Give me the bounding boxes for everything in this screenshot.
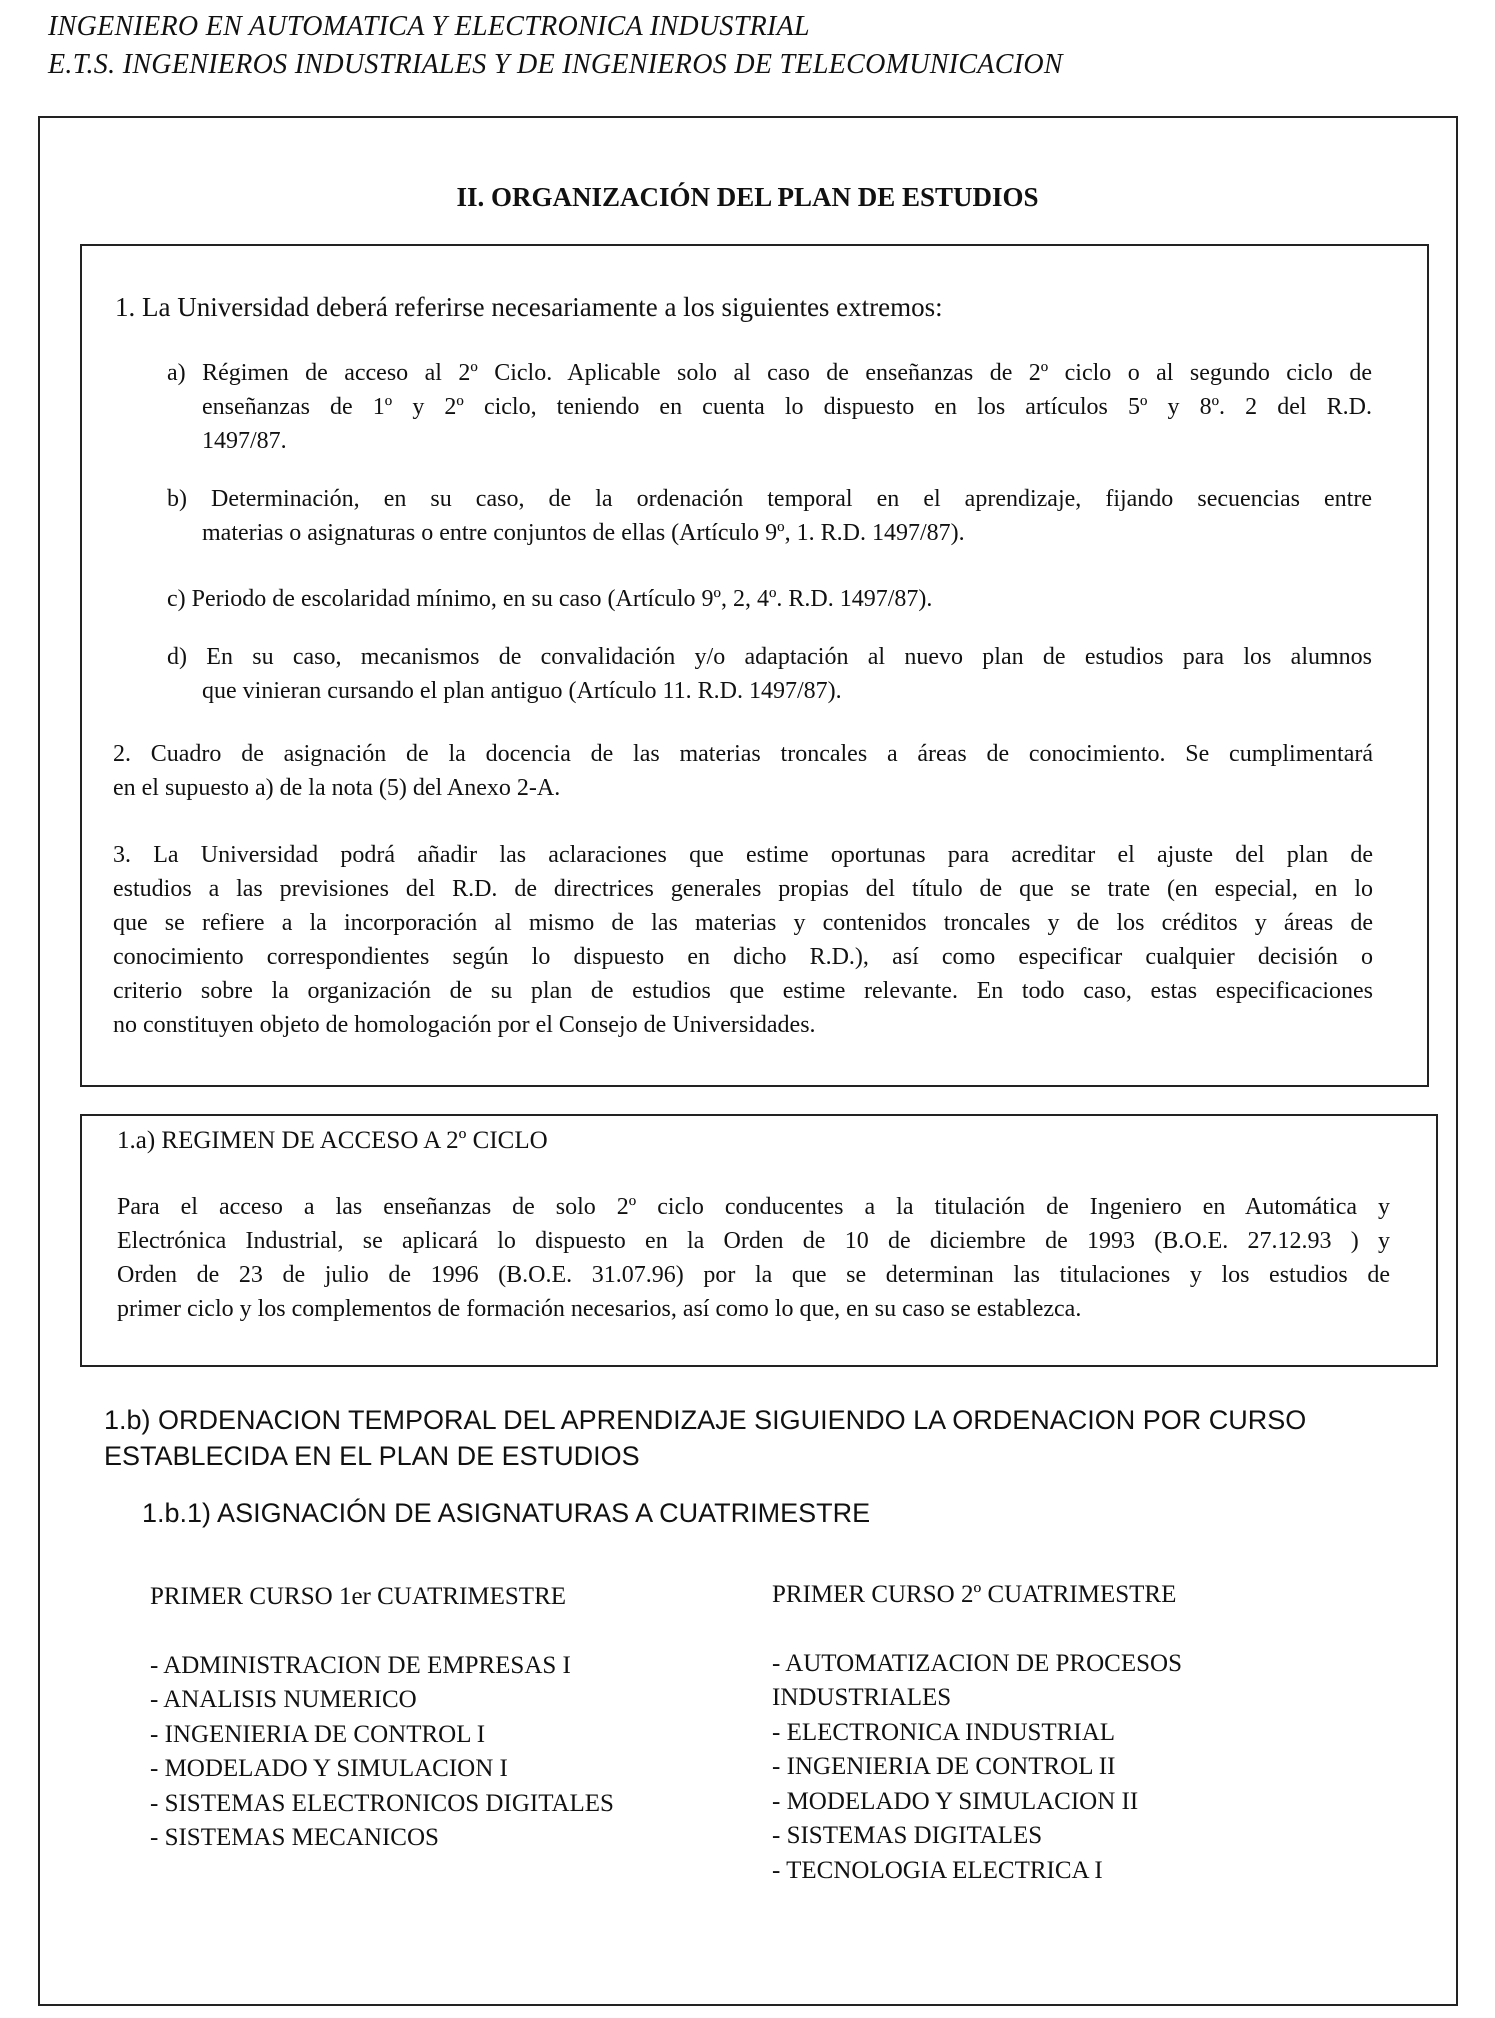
access-regime-title: 1.a) REGIMEN DE ACCESO A 2º CICLO (117, 1127, 548, 1154)
access-line-1: Para el acceso a las enseñanzas de solo 2º ciclo conducentes a la titulación de Ingeniero en Automática y (117, 1194, 1390, 1220)
item-c (167, 582, 1372, 616)
document-header (48, 8, 1063, 84)
item-b (167, 482, 1372, 550)
first-term-heading: PRIMER CURSO 1er CUATRIMESTRE (150, 1583, 567, 1610)
item-a-line-2: enseñanzas de 1º y 2º ciclo, teniendo en cuenta lo dispuesto en los artículos 5º y 8º. 2 del R.D. (202, 394, 1372, 420)
header-line-1: INGENIERO EN AUTOMATICA Y ELECTRONICA INDUSTRIAL (48, 11, 810, 42)
item-a (167, 356, 1372, 458)
second-term-item: - MODELADO Y SIMULACION II (772, 1787, 1139, 1815)
second-term-item: - AUTOMATIZACION DE PROCESOS (772, 1649, 1182, 1677)
first-term-item: - ANALISIS NUMERICO (150, 1686, 417, 1713)
access-regime-text (117, 1190, 1390, 1326)
section-b1-subtitle: 1.b.1) ASIGNACIÓN DE ASIGNATURAS A CUATRIMESTRE (142, 1498, 871, 1528)
second-term-item: INDUSTRIALES (772, 1684, 952, 1711)
point-3 (113, 838, 1373, 1042)
second-term-item: - TECNOLOGIA ELECTRICA I (772, 1856, 1103, 1884)
point-2-line-1: 2. Cuadro de asignación de la docencia de las materias troncales a áreas de conocimiento. Se cumplimentará (113, 741, 1373, 767)
item-a-line-1: a) Régimen de acceso al 2º Ciclo. Aplicable solo al caso de enseñanzas de 2º ciclo o al segundo ciclo de (167, 360, 1372, 386)
point-3-line-1: 3. La Universidad podrá añadir las aclaraciones que estime oportunas para acreditar el ajuste del plan de (113, 842, 1373, 868)
access-line-2: Electrónica Industrial, se aplicará lo dispuesto en la Orden de 10 de diciembre de 1993 (B.O.E. 27.12.93 ) y (117, 1228, 1390, 1254)
header-line-2: E.T.S. INGENIEROS INDUSTRIALES Y DE INGENIEROS DE TELECOMUNICACION (48, 49, 1063, 80)
second-term-item: - INGENIERIA DE CONTROL II (772, 1753, 1116, 1780)
item-b-line-2: materias o asignaturas o entre conjuntos de ellas (Artículo 9º, 1. R.D. 1497/87). (202, 520, 965, 546)
second-term-item: - ELECTRONICA INDUSTRIAL (772, 1718, 1116, 1746)
access-line-3: Orden de 23 de julio de 1996 (B.O.E. 31.07.96) por la que se determinan las titulaciones y los estudios de (117, 1262, 1390, 1288)
first-term-item: - ADMINISTRACION DE EMPRESAS I (150, 1651, 571, 1679)
point-3-line-4: conocimiento correspondientes según lo dispuesto en dicho R.D.), así como especificar cualquier decisión o (113, 944, 1373, 970)
first-term-item: - MODELADO Y SIMULACION I (150, 1755, 508, 1782)
second-term-heading: PRIMER CURSO 2º CUATRIMESTRE (772, 1581, 1177, 1608)
section-title: II. ORGANIZACIÓN DEL PLAN DE ESTUDIOS (456, 182, 1039, 212)
item-a-line-3: 1497/87. (202, 428, 287, 454)
point-3-line-2: estudios a las previsiones del R.D. de directrices generales propias del título de que se trate (en especial, en lo (113, 876, 1373, 902)
point-3-line-5: criterio sobre la organización de su plan de estudios que estime relevante. En todo caso, estas especificaciones (113, 978, 1373, 1004)
first-term-item: - SISTEMAS ELECTRONICOS DIGITALES (150, 1789, 614, 1817)
point-2 (113, 737, 1373, 805)
point-3-line-6: no constituyen objeto de homologación por el Consejo de Universidades. (113, 1012, 816, 1038)
item-d-line-2: que vinieran cursando el plan antiguo (Artículo 11. R.D. 1497/87). (202, 678, 842, 704)
item-b-line-1: b) Determinación, en su caso, de la ordenación temporal en el aprendizaje, fijando secuencias entre (167, 486, 1372, 512)
access-line-4: primer ciclo y los complementos de formación necesarios, así como lo que, en su caso se establezca. (117, 1296, 1082, 1322)
item-c-line-1: c) Periodo de escolaridad mínimo, en su caso (Artículo 9º, 2, 4º. R.D. 1497/87). (167, 586, 933, 612)
first-term-item: - SISTEMAS MECANICOS (150, 1824, 439, 1851)
section-b-title (104, 1402, 1306, 1474)
item-d-line-1: d) En su caso, mecanismos de convalidación y/o adaptación al nuevo plan de estudios para los alumnos (167, 644, 1372, 670)
section-b-title-line-1: 1.b) ORDENACION TEMPORAL DEL APRENDIZAJE SIGUIENDO LA ORDENACION POR CURSO (104, 1405, 1307, 1435)
instructions-intro: 1. La Universidad deberá referirse necesariamente a los siguientes extremos: (115, 292, 943, 322)
first-term-item: - INGENIERIA DE CONTROL I (150, 1720, 486, 1748)
first-term-column (150, 1580, 614, 1856)
second-term-item: - SISTEMAS DIGITALES (772, 1822, 1043, 1849)
item-d (167, 640, 1372, 708)
point-3-line-3: que se refiere a la incorporación al mismo de las materias y contenidos troncales y de los créditos y áreas de (113, 910, 1373, 936)
section-b-title-line-2: ESTABLECIDA EN EL PLAN DE ESTUDIOS (104, 1441, 640, 1471)
second-term-column (772, 1578, 1182, 1888)
point-2-line-2: en el supuesto a) de la nota (5) del Anexo 2-A. (113, 775, 561, 801)
